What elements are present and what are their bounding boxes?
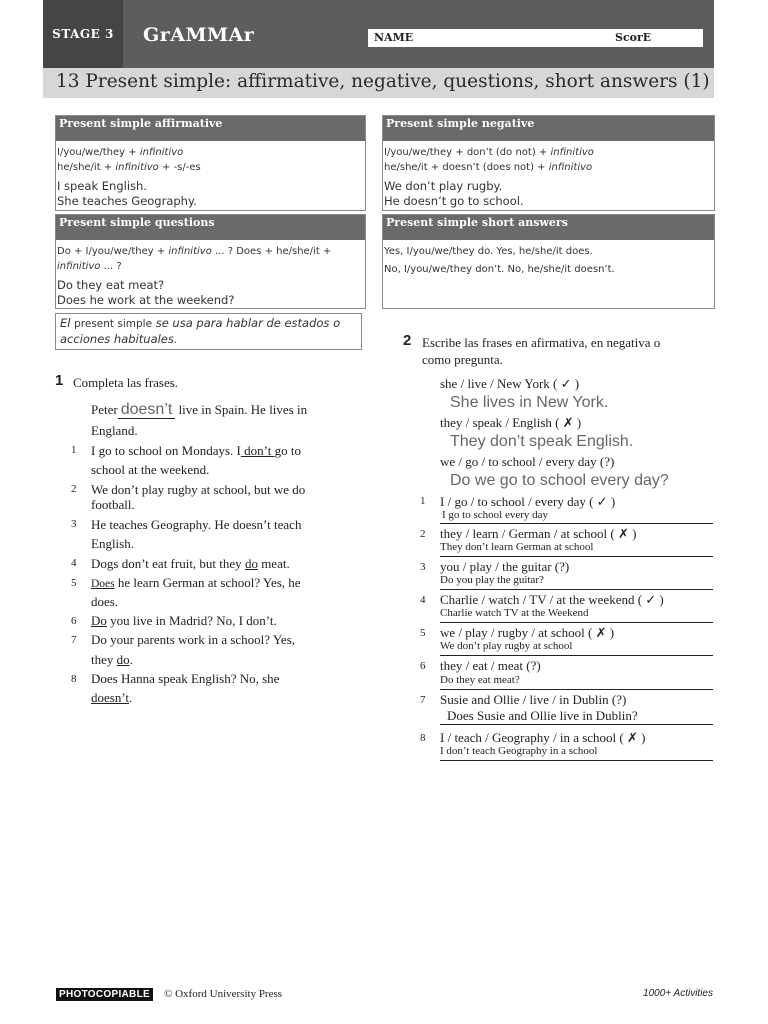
item-number: 3 [420,561,426,573]
item-answer[interactable]: I don’t teach Geography in a school [440,745,598,757]
example-answer: Do we go to school every day? [450,472,669,489]
item-number: 2 [71,483,77,495]
item-answer[interactable]: doesn’t [91,690,130,705]
example-sentence: Do they eat meat? [57,278,165,292]
example-sentence: We don’t play rugby. [384,179,503,193]
note-text: El [60,316,75,330]
exercise-2-number: 2 [403,332,412,349]
exercise-2-instruction: Escribe las frases en afirmativa, en negativa o [422,335,661,350]
item-number: 4 [420,594,426,606]
item-text: does. [91,594,119,609]
rule-text: he/she/it + doesn’t (does not) + [384,162,549,173]
item-number: 7 [71,634,77,646]
exercise-1-item [91,611,277,630]
item-text: . [129,690,133,705]
affirmative-box-body [56,141,365,209]
affirmative-box-title: Present simple affirmative [56,116,365,141]
questions-box-body [56,240,365,308]
stage-label: STAGE 3 [43,0,123,68]
item-text: Do your parents work in a school? Yes, [91,632,296,647]
score-label: ScorE [615,31,652,44]
item-answer[interactable]: Does [91,578,115,590]
questions-box-title: Present simple questions [56,215,365,240]
example-sentence: I speak English. [57,179,147,193]
rule-text: I/you/we/they + don’t (do not) + [384,147,551,158]
item-number: 4 [71,557,77,569]
name-score-field[interactable] [368,29,703,47]
item-text: I go to school on Mondays. I [91,443,241,458]
exercise-1-item [91,650,133,669]
item-answer[interactable]: don’t [240,443,275,458]
example-text: Peter [91,402,118,417]
rule-text: I/you/we/they + [57,147,140,158]
item-text: he learn German at school? Yes, he [114,575,301,590]
item-answer[interactable]: Charlie watch TV at the Weekend [440,607,589,619]
item-prompt: I / teach / Geography / in a school ( ✗ ) [440,730,646,745]
name-label: NAME [374,31,414,44]
item-number: 8 [71,673,77,685]
exercise-1-number: 1 [55,372,64,389]
item-prompt: we / play / rugby / at school ( ✗ ) [440,625,615,640]
item-text: go to [274,443,301,458]
item-answer[interactable]: Do [91,613,107,628]
affirmative-box [55,115,366,211]
item-number: 2 [420,528,426,540]
rule-text: infinitivo [168,246,212,257]
publisher-credit: © Oxford University Press [164,988,283,1000]
item-number: 5 [420,627,426,639]
example-prompt: they / speak / English ( ✗ ) [440,415,582,430]
example-answer: She lives in New York. [450,394,609,411]
example-sentence: Does he work at the weekend? [57,293,235,307]
item-prompt: I / go / to school / every day ( ✓ ) [440,494,616,509]
example-answer: They don’t speak English. [450,433,634,450]
example-answer[interactable]: doesn’t [118,401,176,419]
item-text: school at the weekend. [91,462,210,477]
rule-text: he/she/it + [57,162,116,173]
short-answer-line: No, I/you/we/they don’t. No, he/she/it doesn’t. [384,264,615,275]
item-answer[interactable]: They don’t learn German at school [440,541,594,553]
rule-text: infinitivo [139,147,184,158]
item-number: 1 [71,444,77,456]
exercise-1-instruction: Completa las frases. [73,375,179,390]
example-prompt: we / go / to school / every day (?) [440,454,615,469]
item-prompt: Susie and Ollie / live / in Dublin (?) [440,692,627,707]
rule-text: ... ? [100,261,122,272]
photocopiable-badge: PHOTOCOPIABLE [56,988,153,1001]
example-sentence: He doesn’t go to school. [384,194,524,208]
exercise-1-item [91,573,301,594]
item-prompt: they / learn / German / at school ( ✗ ) [440,526,637,541]
short-answers-box-body [383,240,714,277]
item-answer[interactable]: do [116,652,130,667]
negative-box-body [383,141,714,209]
item-text: meat. [257,556,290,571]
item-number: 7 [420,694,426,706]
item-answer[interactable]: We don’t play rugby at school [440,640,573,652]
example-text: live in Spain. He lives in [175,402,308,417]
rule-text: infinitivo [57,261,101,272]
item-answer[interactable]: Do they eat meat? [440,674,520,686]
item-number: 6 [71,615,77,627]
exercise-2-instruction: como pregunta. [422,352,503,367]
item-text: football. [91,497,135,512]
item-answer[interactable]: do [244,556,258,571]
rule-text: Do + I/you/we/they + [57,246,169,257]
item-text: Dogs don’t eat fruit, but they [91,556,245,571]
short-answer-line: Yes, I/you/we/they do. Yes, he/she/it does. [384,246,593,257]
item-text: Does Hanna speak English? No, she [91,671,280,686]
answer-line [440,724,713,725]
section-title: GrAMMAr [143,24,255,46]
item-text: they [91,652,117,667]
item-number: 5 [71,577,77,589]
questions-box [55,214,366,309]
answer-line [440,760,713,761]
item-answer[interactable]: Does Susie and Ollie live in Dublin? [447,708,638,723]
short-answers-box [382,214,715,309]
rule-text: ... ? Does + he/she/it + [211,246,332,257]
exercise-1-item [91,688,132,707]
item-text: We don’t play rugby at school, but we do [91,482,306,497]
item-prompt: Charlie / watch / TV / at the weekend ( ✓ ) [440,592,664,607]
exercise-1-example [91,400,351,419]
example-sentence: She teaches Geography. [57,194,197,208]
series-label: 1000+ Activities [643,988,713,999]
item-text: . [129,652,133,667]
negative-box-title: Present simple negative [383,116,714,141]
item-answer[interactable]: Do you play the guitar? [440,574,544,586]
rule-text: + -s/-es [158,162,201,173]
exercise-1-item [91,441,351,460]
example-text: England. [91,423,138,438]
item-number: 3 [71,518,77,530]
item-prompt: they / eat / meat (?) [440,658,541,673]
rule-text: infinitivo [550,147,594,158]
exercise-1-item [91,554,290,573]
usage-note [55,313,362,350]
item-prompt: you / play / the guitar (?) [440,559,570,574]
negative-box [382,115,715,211]
example-prompt: she / live / New York ( ✓ ) [440,376,580,391]
item-number: 1 [420,495,426,507]
short-answers-box-title: Present simple short answers [383,215,714,240]
page-title: 13 Present simple: affirmative, negative, questions, short answers (1) [56,71,710,92]
item-answer[interactable]: I go to school every day [442,509,548,521]
note-text: present simple [74,318,153,330]
note-text: se usa para hablar de estados o acciones habituales. [60,316,341,346]
item-number: 6 [420,660,426,672]
item-text: He teaches Geography. He doesn’t teach [91,517,302,532]
item-text: you live in Madrid? No, I don’t. [106,613,277,628]
rule-text: infinitivo [115,162,159,173]
rule-text: infinitivo [548,162,593,173]
item-text: English. [91,536,134,551]
item-number: 8 [420,732,426,744]
